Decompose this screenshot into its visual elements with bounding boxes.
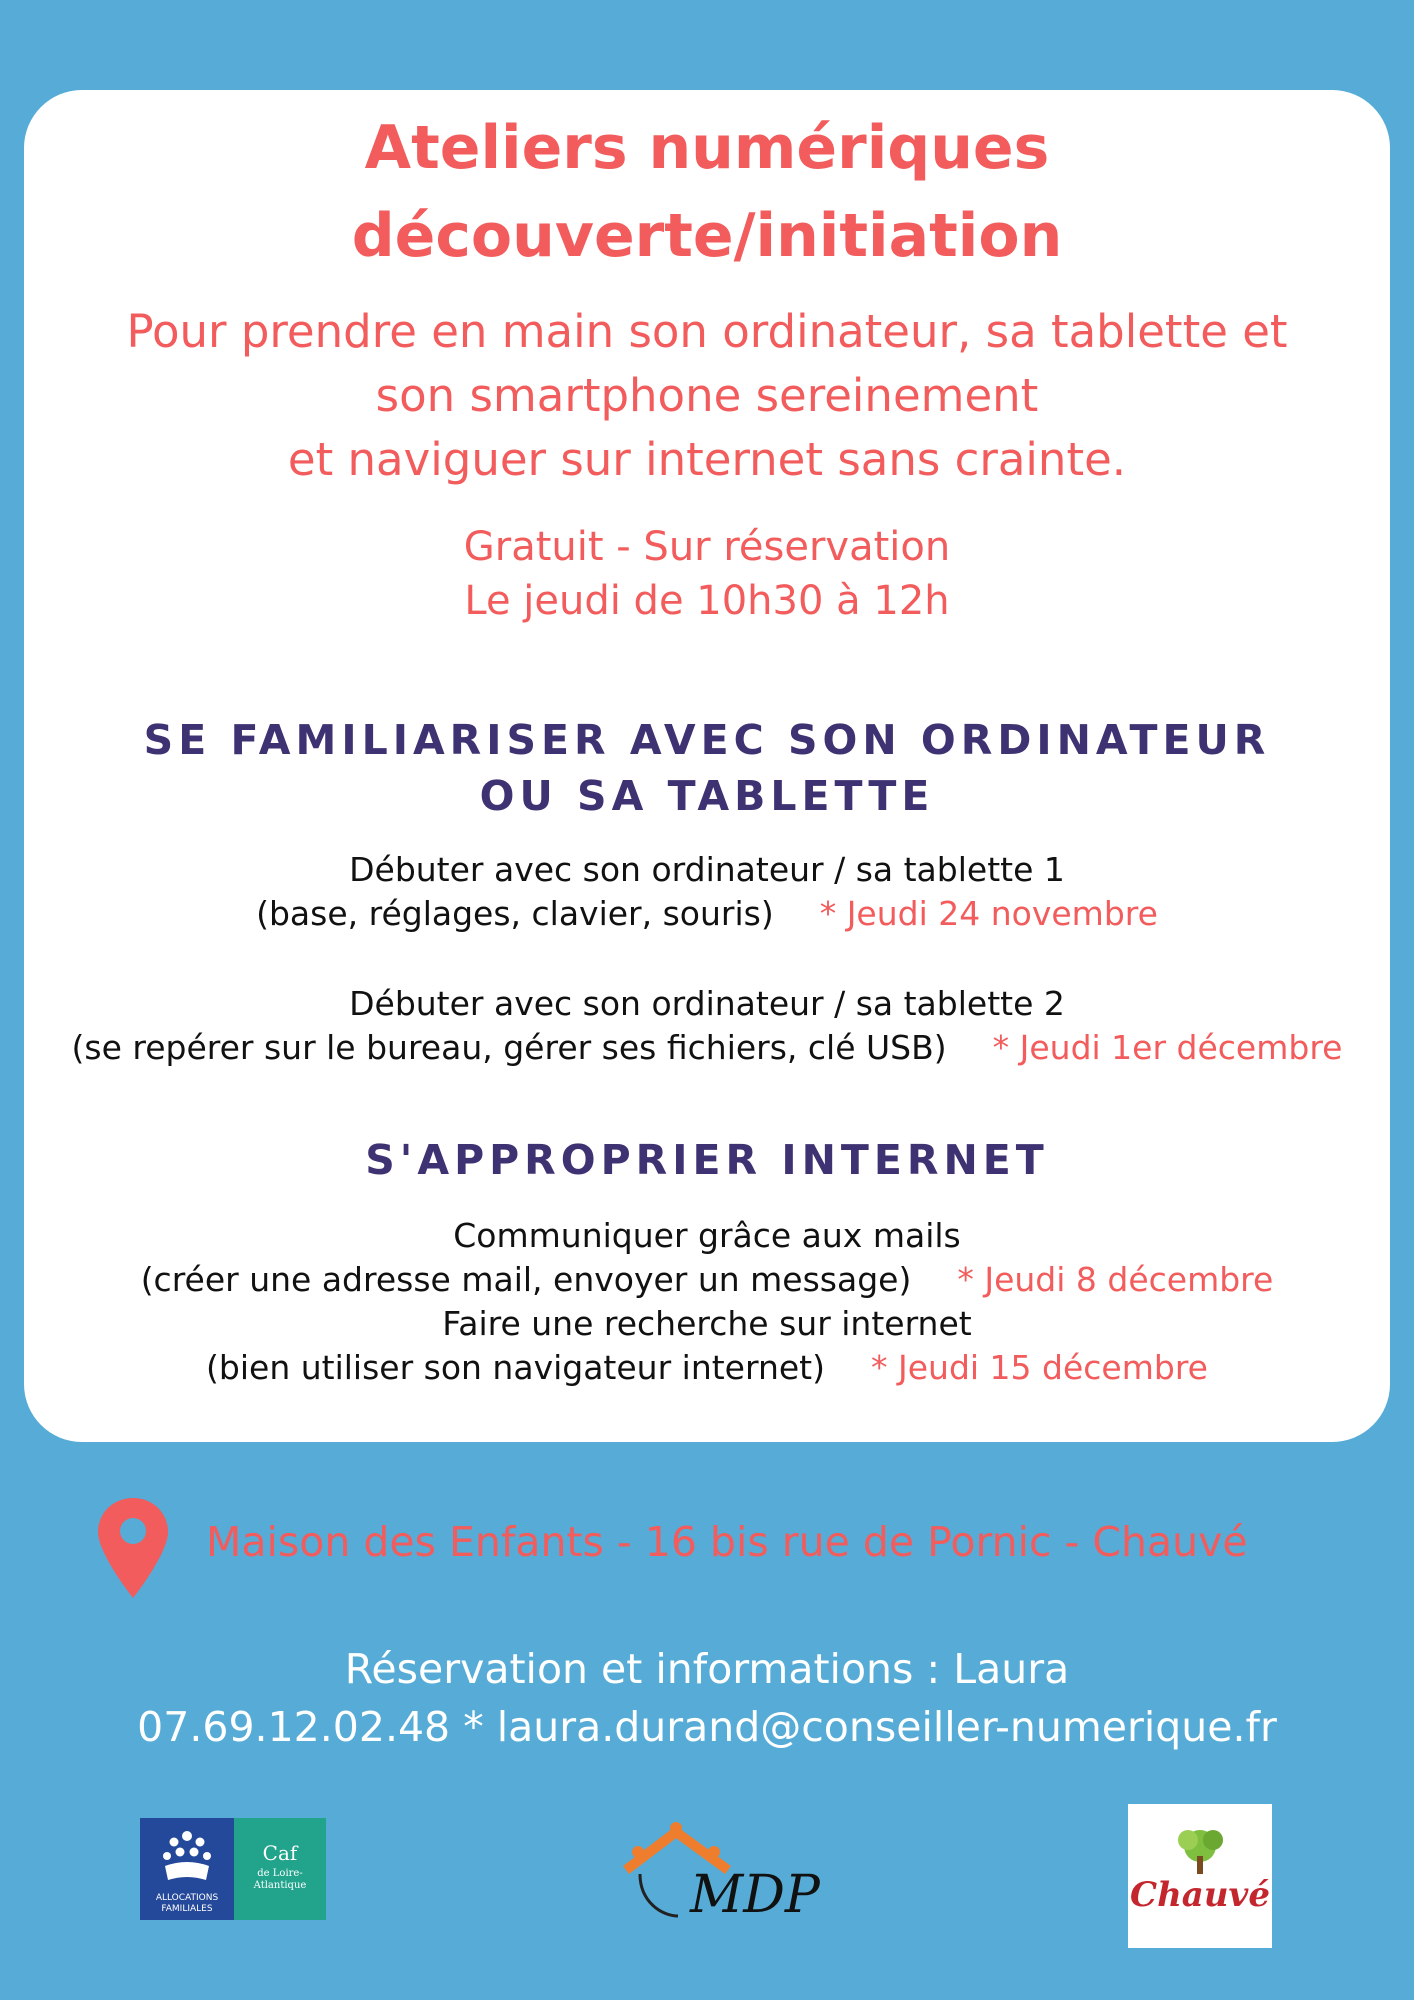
- location-address: Maison des Enfants - 16 bis rue de Pornic - Chauvé: [206, 1518, 1248, 1566]
- title-line-1: Ateliers numériques: [364, 113, 1050, 183]
- title-line-2: découverte/initiation: [351, 201, 1063, 271]
- intro-line-1: Pour prendre en main son ordinateur, sa tablette et: [126, 305, 1288, 358]
- mdp-text: MDP: [690, 1865, 820, 1924]
- workshop-detail: (se repérer sur le bureau, gérer ses fichiers, clé USB): [71, 1028, 947, 1067]
- workshop-name: Débuter avec son ordinateur / sa tablette 1: [349, 850, 1065, 889]
- intro-text: [24, 300, 1390, 492]
- caf-text-right-2: de Loire-: [257, 1868, 303, 1879]
- chauve-logo: [1128, 1804, 1272, 1948]
- workshop-item: [24, 848, 1390, 936]
- section-title-line-2: OU SA TABLETTE: [479, 772, 935, 820]
- map-pin-icon: [96, 1496, 170, 1600]
- workshop-name: Faire une recherche sur internet: [442, 1304, 972, 1343]
- workshop-date: * Jeudi 24 novembre: [819, 894, 1158, 933]
- section-title-line-1: SE FAMILIARISER AVEC SON ORDINATEUR: [143, 716, 1271, 764]
- workshop-date: * Jeudi 8 décembre: [957, 1260, 1274, 1299]
- contact-info: [0, 1640, 1414, 1756]
- schedule-info: Le jeudi de 10h30 à 12h: [464, 578, 950, 624]
- workshop-name: Débuter avec son ordinateur / sa tablette 2: [349, 984, 1065, 1023]
- caf-text-right-1: Caf: [262, 1841, 298, 1865]
- email-address[interactable]: laura.durand@conseiller-numerique.fr: [496, 1703, 1277, 1751]
- caf-text-line-1: ALLOCATIONS: [155, 1893, 219, 1903]
- chauve-text: Chauvé: [1130, 1875, 1270, 1915]
- workshop-item: [24, 1302, 1390, 1390]
- workshop-item: [24, 1214, 1390, 1302]
- workshop-detail: (créer une adresse mail, envoyer un message): [140, 1260, 912, 1299]
- section-title-computer: [24, 712, 1390, 824]
- workshop-date: * Jeudi 1er décembre: [992, 1028, 1343, 1067]
- intro-line-2: son smartphone sereinement: [375, 369, 1039, 422]
- section-title-line-1: S'APPROPRIER INTERNET: [365, 1136, 1049, 1184]
- workshop-item: [24, 982, 1390, 1070]
- price-info: Gratuit - Sur réservation: [463, 524, 951, 570]
- contact-separator: *: [463, 1703, 484, 1751]
- caf-text-right-3: Atlantique: [253, 1880, 307, 1891]
- practical-info: [24, 520, 1390, 628]
- workshop-date: * Jeudi 15 décembre: [871, 1348, 1208, 1387]
- content-card: [24, 90, 1390, 1442]
- mdp-logo: [618, 1812, 848, 1924]
- page-title: [24, 104, 1390, 280]
- caf-text-line-2: FAMILIALES: [161, 1904, 213, 1914]
- contact-line: Réservation et informations : Laura: [344, 1645, 1070, 1693]
- workshop-name: Communiquer grâce aux mails: [453, 1216, 961, 1255]
- workshop-detail: (base, réglages, clavier, souris): [256, 894, 774, 933]
- caf-logo: [140, 1818, 326, 1920]
- phone-number[interactable]: 07.69.12.02.48: [137, 1703, 451, 1751]
- intro-line-3: et naviguer sur internet sans crainte.: [287, 433, 1127, 486]
- section-title-internet: [24, 1132, 1390, 1188]
- workshop-detail: (bien utiliser son navigateur internet): [206, 1348, 825, 1387]
